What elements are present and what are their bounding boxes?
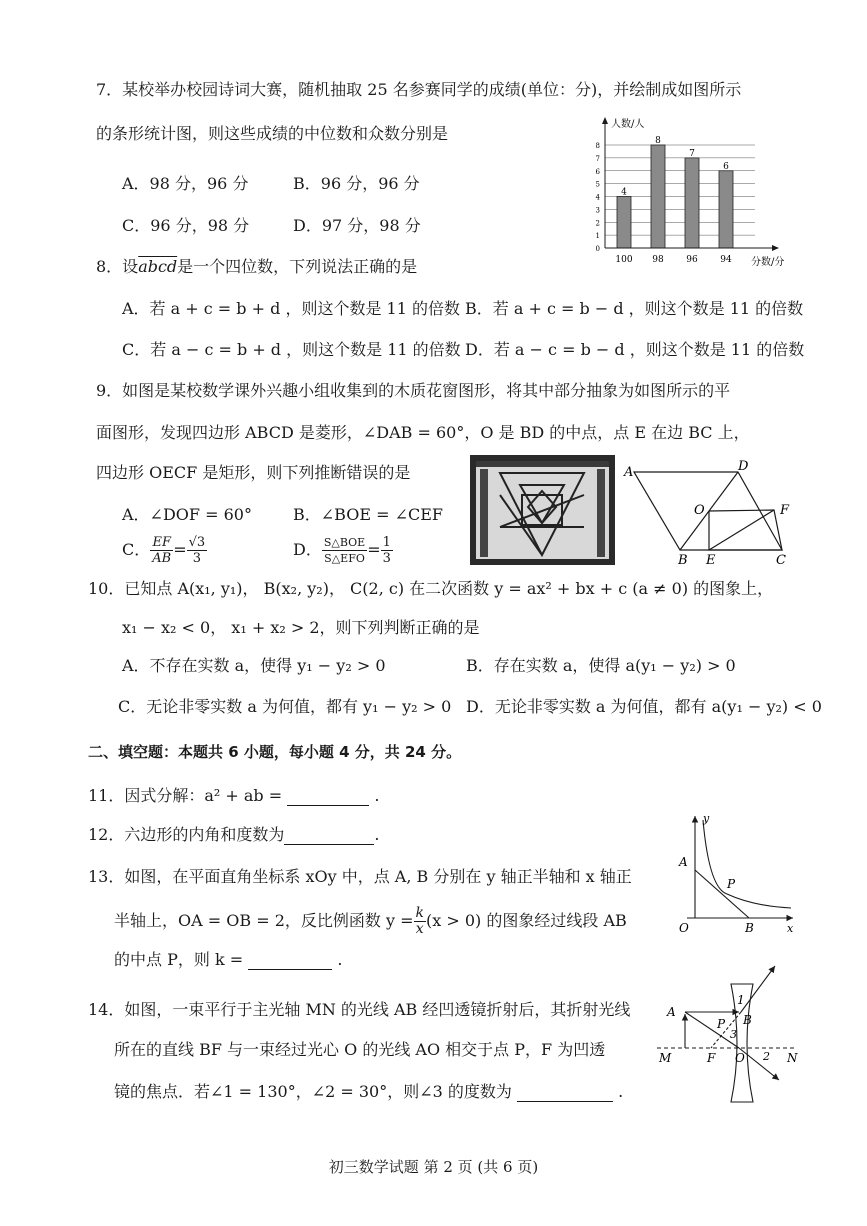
y-axis-arrow xyxy=(602,117,608,124)
q9-stem-line3: 四边形 OECF 是矩形，则下列推断错误的是 xyxy=(96,463,411,482)
q12-text: 12．六边形的内角和度数为 xyxy=(88,825,285,844)
rhombus-abcd xyxy=(634,472,782,550)
q9-option-d xyxy=(293,530,393,570)
refracted-ray xyxy=(741,966,775,1012)
label-p: P xyxy=(717,1017,726,1031)
q8-stem-post: 是一个四位数，下列说法正确的是 xyxy=(177,257,418,276)
q8-option-a: A．若 a + c = b + d ，则这个数是 11 的倍数 xyxy=(122,299,460,318)
x-tick-label: 96 xyxy=(686,255,698,265)
label-a: A xyxy=(667,1005,676,1019)
q7-option-a: A．98 分，96 分 xyxy=(122,174,249,193)
label-p: P xyxy=(727,877,736,891)
q10-option-d: D．无论非零实数 a 为何值，都有 a(y₁ − y₂) < 0 xyxy=(466,697,822,716)
q13-coordinate-figure xyxy=(665,808,800,938)
q12 xyxy=(88,825,379,845)
q9-d-label: D． xyxy=(293,540,322,559)
hyperbola-curve xyxy=(703,820,791,908)
q9-rhombus-figure xyxy=(620,458,800,568)
y-tick-label: 5 xyxy=(595,180,600,189)
label-f: F xyxy=(707,1051,716,1065)
q8-stem xyxy=(96,257,417,277)
segment-ab xyxy=(695,870,749,918)
q10-option-a: A．不存在实数 a，使得 y₁ − y₂ > 0 xyxy=(122,656,386,675)
ray-through-o xyxy=(739,1048,779,1080)
q13-stem-line2 xyxy=(114,903,627,939)
label-o: O xyxy=(735,1051,745,1065)
label-f: F xyxy=(780,503,790,518)
x-tick-label: 98 xyxy=(652,255,664,265)
x-axis-label: 分数/分 xyxy=(751,257,785,268)
label-x: x xyxy=(787,922,794,935)
label-o: O xyxy=(679,921,689,935)
label-o: O xyxy=(694,503,705,518)
y-tick-label: 0 xyxy=(595,245,600,253)
q8-option-d: D．若 a − c = b − d ，则这个数是 11 的倍数 xyxy=(465,340,805,359)
q9-d-frac: $\frac{\text{S△BOE}}{\text{S△EFO}}$ xyxy=(323,535,366,565)
q13-frac-k-over-x: $\frac{k}{x}$ xyxy=(415,904,424,937)
y-tick-label: 6 xyxy=(595,167,600,176)
q7-option-b: B．96 分，96 分 xyxy=(293,174,420,193)
q12-answer-blank[interactable] xyxy=(284,828,374,845)
y-tick-label: 4 xyxy=(595,193,600,202)
x-tick-label: 100 xyxy=(615,255,633,265)
q14-line3-text: 镜的焦点．若∠1 = 130°，∠2 = 30°，则∠3 的度数为 xyxy=(114,1082,512,1101)
q8-option-b: B．若 a + c = b − d ，则这个数是 11 的倍数 xyxy=(465,299,804,318)
label-a: A xyxy=(679,855,688,869)
q9-c-eq: = xyxy=(173,540,187,559)
label-1: 1 xyxy=(737,993,745,1007)
q13-line2-post: (x > 0) 的图象经过线段 AB xyxy=(426,911,627,930)
q9-stem-line2: 面图形，发现四边形 ABCD 是菱形，∠DAB = 60°，O 是 BD 的中点，点 E 在边 BC 上， xyxy=(96,423,750,442)
label-e: E xyxy=(706,553,716,568)
bar-data-label: 4 xyxy=(621,187,627,198)
q8-stem-pre: 8．设 xyxy=(96,257,139,276)
q7-option-c: C．96 分，98 分 xyxy=(122,216,250,235)
q9-lattice-window-image xyxy=(470,455,615,565)
label-c: C xyxy=(776,553,786,568)
q11-end: . xyxy=(374,786,380,805)
q9-d-eq: = xyxy=(367,540,381,559)
label-y: y xyxy=(703,812,710,825)
page-footer: 初三数学试题 第 2 页 (共 6 页) xyxy=(328,1158,539,1176)
q14-lens-figure xyxy=(655,962,800,1107)
q7-option-d: D．97 分，98 分 xyxy=(293,216,421,235)
q9-stem-line1: 9．如图是某校数学课外兴趣小组收集到的木质花窗图形，将其中部分抽象为如图所示的平 xyxy=(96,381,731,400)
q11-text: 11．因式分解：a² + ab = xyxy=(88,786,283,805)
x-axis-arrow xyxy=(772,245,779,251)
q14-stem-line2: 所在的直线 BF 与一束经过光心 O 的光线 AO 相交于点 P，F 为凹透 xyxy=(114,1040,606,1059)
q9-c-rhs-frac: $\frac{√3}{3}$ xyxy=(188,534,206,566)
q13-line2-pre: 半轴上，OA = OB = 2，反比例函数 y = xyxy=(114,911,414,930)
label-3: 3 xyxy=(730,1028,737,1041)
q9-d-rhs-frac: $\frac{1}{3}$ xyxy=(382,534,391,566)
segment-ef xyxy=(709,510,774,550)
q7-bar-chart xyxy=(585,115,785,270)
q10-option-b: B．存在实数 a，使得 a(y₁ − y₂) > 0 xyxy=(466,656,736,675)
label-m: M xyxy=(659,1051,672,1065)
bar-data-label: 8 xyxy=(655,136,661,146)
q14-stem-line1: 14．如图，一束平行于主光轴 MN 的光线 AB 经凹透镜折射后，其折射光线 xyxy=(88,1000,631,1019)
q13-line3-text: 的中点 P，则 k = xyxy=(114,950,244,969)
label-2: 2 xyxy=(763,1050,770,1063)
y-tick-label: 7 xyxy=(595,154,600,163)
label-b: B xyxy=(678,553,688,568)
bar-data-label: 6 xyxy=(723,161,729,172)
label-b: B xyxy=(743,1013,752,1027)
y-tick-label: 8 xyxy=(595,142,600,150)
q8-option-c: C．若 a − c = b + d ，则这个数是 11 的倍数 xyxy=(122,340,461,359)
q14-answer-blank[interactable] xyxy=(517,1085,613,1102)
label-d: D xyxy=(738,459,749,474)
y-axis-label: 人数/人 xyxy=(611,119,645,130)
q12-end: . xyxy=(374,825,380,844)
q9-option-b: B．∠BOE = ∠CEF xyxy=(293,505,444,524)
bar-data-label: 7 xyxy=(689,148,695,159)
chart-bars xyxy=(617,136,733,248)
label-n: N xyxy=(787,1051,798,1065)
q13-end: . xyxy=(337,950,343,969)
q11 xyxy=(88,786,379,806)
q13-stem-line3 xyxy=(114,950,342,970)
q9-option-a: A．∠DOF = 60° xyxy=(122,505,252,524)
label-a: A xyxy=(624,465,634,480)
q14-end: . xyxy=(618,1082,624,1101)
q13-answer-blank[interactable] xyxy=(248,953,332,970)
q9-c-label: C． xyxy=(122,540,151,559)
y-tick-label: 2 xyxy=(595,219,600,228)
q10-stem-line2: x₁ − x₂ < 0， x₁ + x₂ > 2，则下列判断正确的是 xyxy=(122,618,480,637)
bar xyxy=(651,145,665,248)
x-tick-label: 94 xyxy=(720,255,732,265)
section-2-heading: 二、填空题：本题共 6 小题，每小题 4 分，共 24 分。 xyxy=(88,743,462,761)
y-tick-label: 3 xyxy=(595,206,600,215)
q9-c-frac: $\frac{EF}{AB}$ xyxy=(152,534,172,566)
y-tick-label: 1 xyxy=(595,232,600,241)
q10-stem-line1: 10．已知点 A(x₁, y₁)， B(x₂, y₂)， C(2, c) 在二次函数 y = ax² + bx + c (a ≠ 0) 的图象上， xyxy=(88,579,774,598)
bar xyxy=(617,197,631,249)
q8-abcd-overline: abcd xyxy=(138,257,178,276)
label-b: B xyxy=(745,921,754,935)
q13-stem-line1: 13．如图，在平面直角坐标系 xOy 中，点 A, B 分别在 y 轴正半轴和 x 轴正 xyxy=(88,867,632,886)
q10-option-c: C．无论非零实数 a 为何值，都有 y₁ − y₂ > 0 xyxy=(118,697,452,716)
bar xyxy=(685,158,699,248)
q11-answer-blank[interactable] xyxy=(287,789,369,806)
q9-option-c xyxy=(122,530,207,570)
q7-stem-line1: 7．某校举办校园诗词大赛，随机抽取 25 名参赛同学的成绩(单位：分)，并绘制成如图所示 xyxy=(96,80,742,99)
bar xyxy=(719,171,733,248)
q7-stem-line2: 的条形统计图，则这些成绩的中位数和众数分别是 xyxy=(96,124,449,143)
q14-stem-line3 xyxy=(114,1082,623,1102)
